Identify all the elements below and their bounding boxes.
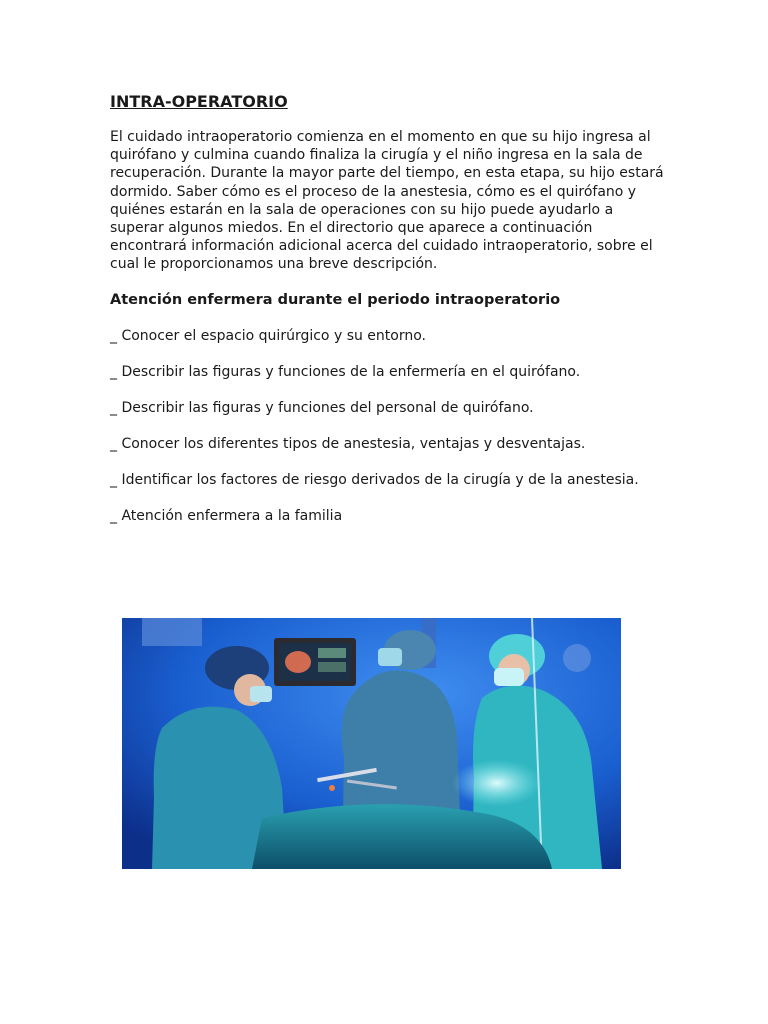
surgery-photo (122, 618, 621, 869)
document-page (110, 92, 670, 543)
wall-fixture (563, 644, 591, 672)
monitor-panel (318, 648, 346, 658)
instrument-light (329, 785, 335, 791)
page-title: INTRA-OPERATORIO (110, 92, 288, 111)
list-item: _ Identificar los factores de riesgo derivados de la cirugía y de la anestesia. (110, 471, 639, 488)
ceiling-lamp (142, 618, 202, 646)
surgeon-right-mask (494, 668, 524, 686)
monitor-image (285, 651, 311, 673)
surgical-team-illustration (122, 618, 621, 869)
list-item: _ Describir las figuras y funciones del personal de quirófano. (110, 399, 534, 416)
monitor-panel (318, 662, 346, 672)
list-item: _ Conocer los diferentes tipos de anestesia, ventajas y desventajas. (110, 435, 586, 452)
surgeon-center-mask (378, 648, 402, 666)
list-item: _ Conocer el espacio quirúrgico y su entorno. (110, 327, 426, 344)
section-subheading: Atención enfermera durante el periodo intraoperatorio (110, 291, 561, 308)
hands-glow (452, 759, 542, 807)
intro-paragraph: El cuidado intraoperatorio comienza en el momento en que su hijo ingresa al quirófano y culmina cuando finaliza la cirugía y el niño ingresa en la sala de recuperación. Durante la mayor parte del tiempo, en esta etapa, su hijo estará dormido. Saber cómo es el proceso de la anestesia, cómo es el quirófano y quiénes estarán en la sala de operaciones con su hijo puede ayudarlo a superar algunos miedos. En el directorio que aparece a continuación encontrará información adicional acerca del cuidado intraoperatorio, sobre el cual le proporcionamos una breve descripción. (110, 129, 664, 273)
nurse-left-mask (250, 686, 272, 702)
list-item: _ Atención enfermera a la familia (110, 507, 343, 524)
list-item: _ Describir las figuras y funciones de la enfermería en el quirófano. (110, 363, 581, 380)
